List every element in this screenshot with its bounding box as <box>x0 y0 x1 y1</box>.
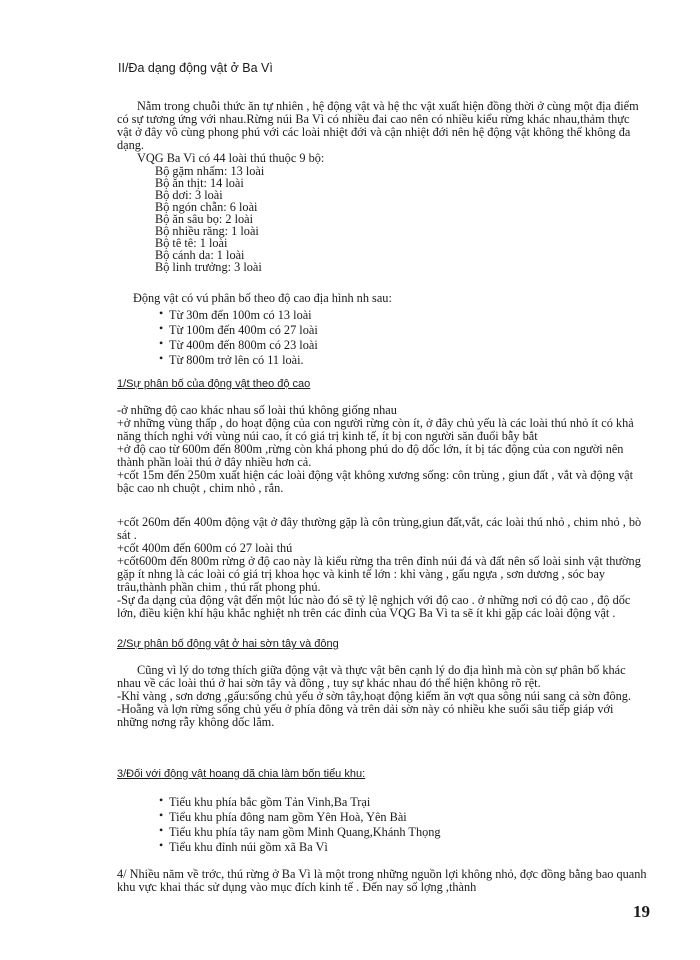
subheading-subzones: 3/Đối với động vật hoang dã chia làm bốn tiểu khu: <box>117 768 366 780</box>
subheading-altitude: 1/Sự phân bố của động vật theo độ cao <box>117 378 311 390</box>
orders-intro: VQG Ba Vì có 44 loài thú thuộc 9 bộ: <box>137 151 325 165</box>
list-item: • Từ 100m đến 400m có 27 loài <box>161 323 647 338</box>
list-item: • Từ 30m đến 100m có 13 loài <box>161 308 647 323</box>
section4-block <box>117 868 647 894</box>
list-item: • Tiểu khu phía đông nam gồm Yên Hoà, Yên Bài <box>161 810 647 825</box>
paragraph: +cốt 260m đến 400m động vật ở đây thường gặp là côn trùng,giun đất,vắt, các loài thú nhỏ , chim nhỏ , bò sát . <box>117 515 642 542</box>
subzones-list <box>161 795 647 855</box>
paragraph: -ở những độ cao khác nhau số loài thú không giống nhau <box>117 403 397 417</box>
paragraph: -Sự đa dạng của động vật đến một lúc nào đó sẽ tỷ lệ nghịch với độ cao . ở những nơi có độ cao , độ dốc lớn, điều kiện khí hậu khắc nghiệt nh trên các đỉnh của VQG Ba Vì ta sẽ ít khi gặp các loài động vật . <box>117 593 631 620</box>
altitude-list <box>161 308 647 368</box>
paragraph: +ở những vùng thấp , do hoạt động của con người rừng còn ít, ở đây chủ yếu là các loài thú nhỏ ít có khả năng thích nghi với vùng núi cao, ít có giá trị kinh tế, ít bị con người săn đuổi bẫy bắt <box>117 416 634 443</box>
paragraph: +cốt 15m đến 250m xuất hiện các loài động vật không xương sống: côn trùng , giun đất , vắt và động vật bậc cao nh chuột , chim nhỏ , rắn. <box>117 468 633 495</box>
intro-paragraph: Nằm trong chuỗi thức ăn tự nhiên , hệ động vật và hệ thc vật xuất hiện đồng thời ở cùng một địa điểm có sự tương ứng với nhau.Rừng núi Ba Vì có nhiều đai cao nên có nhiều kiểu rừng khác nhau,thảm thực vật ở đây vô cùng phong phú với các loài nhiệt đới và cận nhiệt đới nên hệ động vật không thể không đa dạng. <box>117 99 639 152</box>
intro-block <box>117 100 647 273</box>
list-item: Bộ linh trưởng: 3 loài <box>155 260 262 274</box>
list-item: • Tiểu khu phía tây nam gồm Minh Quang,Khánh Thọng <box>161 825 647 840</box>
paragraph: +cốt600m đến 800m rừng ở độ cao này là kiểu rừng tha trên đỉnh núi đá và đất nên số loài sinh vật thường gặp ít nhng là các loài có giá trị khoa học và kinh tế lớn : khỉ vàng , gấu ngựa , sơn dương , sóc bay trâu,thành phần chim , thú rất phong phú. <box>117 554 641 594</box>
paragraph: 4/ Nhiều năm về trớc, thú rừng ở Ba Vì là một trong những nguồn lợi không nhỏ, đợc đồng bằng bao quanh khu vực khai thác sử dụng vào mục đích kinh tế . Đến nay số lợng ,thành <box>117 867 647 894</box>
list-item: Bộ ngón chẵn: 6 loài <box>155 200 258 214</box>
list-item: • Từ 800m trở lên có 11 loài. <box>161 353 647 368</box>
list-item: • Từ 400m đến 800m có 23 loài <box>161 338 647 353</box>
page-number: 19 <box>633 902 650 921</box>
paragraph: -Khỉ vàng , sơn dơng ,gấu:sống chủ yếu ở sờn tây,hoạt động kiếm ăn vợt qua sông núi sang cả sờn đông. <box>117 689 631 703</box>
list-item: Bộ gặm nhấm: 13 loài <box>155 164 265 178</box>
section2-block <box>117 664 647 729</box>
section1-block-b <box>117 516 647 620</box>
paragraph: +cốt 400m đến 600m có 27 loài thú <box>117 541 293 555</box>
list-item: • Tiểu khu đỉnh núi gồm xã Ba Vì <box>161 840 647 855</box>
list-item: Bộ nhiều răng: 1 loài <box>155 224 259 238</box>
paragraph: -Hoẵng và lợn rừng sống chủ yếu ở phía đông và trên dải sờn này có nhiều khe suối sâu tiếp giáp với những nơng rẫy không dốc lắm. <box>117 702 614 729</box>
paragraph: +ở độ cao từ 600m đến 800m ,rừng còn khá phong phú do độ dốc lớn, ít bị tác động của con người nên thành phần loài thú ở đây nhiều hơn cả. <box>117 442 624 469</box>
list-item: Bộ tê tê: 1 loài <box>155 236 228 250</box>
list-item: • Tiểu khu phía bắc gồm Tản Vinh,Ba Trại <box>161 795 647 810</box>
list-item: Bộ dơi: 3 loài <box>155 188 223 202</box>
altitude-block <box>117 292 647 368</box>
section-title: II/Đa dạng động vật ở Ba Vì <box>118 61 273 75</box>
paragraph: Cũng vì lý do tơng thích giữa động vật và thực vật bên cạnh lý do địa hình mà còn sự phân bố khác nhau về các loài thú ở hai sờn tây và đông , tuy sự khác nhau đó thể hiện không rõ rệt. <box>117 663 626 690</box>
altitude-intro: Động vật có vú phân bố theo độ cao địa hình nh sau: <box>133 291 392 305</box>
subheading-slopes: 2/Sự phân bố động vật ở hai sờn tây và đông <box>117 638 339 650</box>
orders-list <box>155 165 647 273</box>
list-item: Bộ ăn sâu bọ: 2 loài <box>155 212 254 226</box>
subzones-block <box>117 795 647 855</box>
section1-block-a <box>117 404 647 495</box>
list-item: Bộ ăn thịt: 14 loài <box>155 176 244 190</box>
list-item: Bộ cánh da: 1 loài <box>155 248 245 262</box>
